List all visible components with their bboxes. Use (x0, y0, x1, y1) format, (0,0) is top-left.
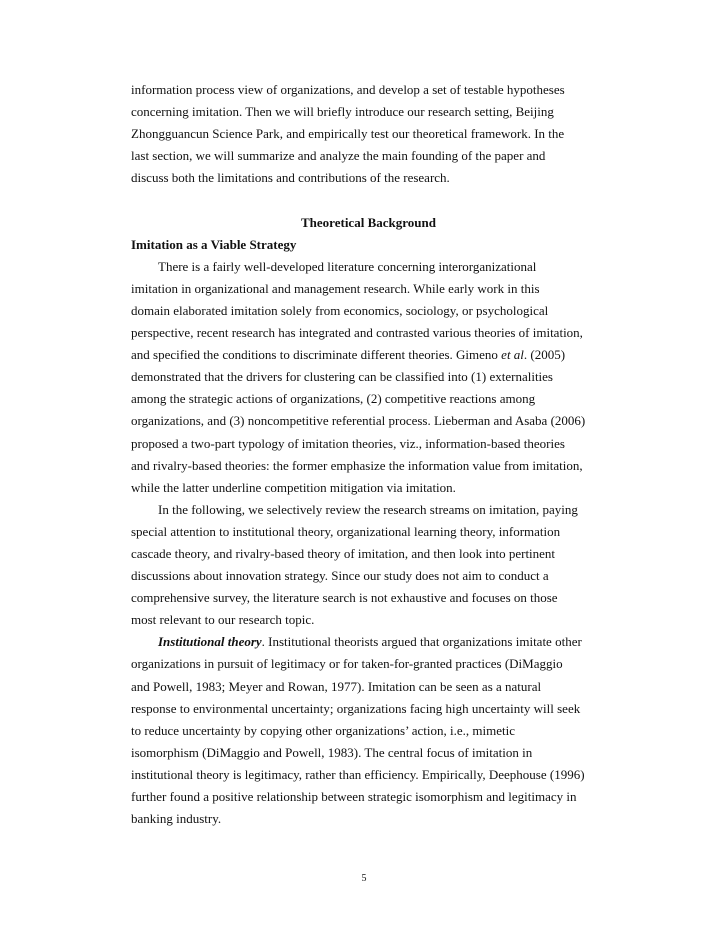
text-line: Zhongguancun Science Park, and empirically test our theoretical framework. In the (131, 126, 565, 142)
text-line: organizations, and (3) noncompetitive referential process. Lieberman and Asaba (2006) (131, 413, 586, 429)
text-line: isomorphism (DiMaggio and Powell, 1983). The central focus of imitation in (131, 744, 533, 760)
text-line: information process view of organizations, and develop a set of testable hypotheses (131, 82, 565, 97)
text-line: In the following, we selectively review the research streams on imitation, paying (158, 501, 578, 517)
text-line: and rivalry-based theories: the former emphasize the information value from imitation, (131, 457, 583, 473)
text-line: special attention to institutional theory, organizational learning theory, information (131, 523, 561, 539)
text-line: concerning imitation. Then we will briefly introduce our research setting, Beijing (131, 104, 554, 120)
text-line (131, 344, 606, 366)
text-line: institutional theory is legitimacy, rather than efficiency. Empirically, Deephouse (1996) (131, 766, 585, 782)
section-title: Theoretical Background (301, 214, 436, 230)
page-number: 5 (361, 873, 367, 884)
text-line: discussions about innovation strategy. Since our study does not aim to conduct a (131, 568, 549, 584)
body-text (131, 79, 606, 830)
text-line: to reduce uncertainty by copying other organizations’ action, i.e., mimetic (131, 722, 515, 738)
subsection-title: Imitation as a Viable Strategy (131, 236, 297, 252)
text-segment: . (2005) (523, 347, 566, 363)
text-line: perspective, recent research has integrated and contrasted various theories of imitation, (131, 325, 583, 341)
text-line: and Powell, 1983; Meyer and Rowan, 1977). Imitation can be seen as a natural (131, 678, 542, 694)
text-line: further found a positive relationship between strategic isomorphism and legitimacy in (131, 789, 577, 804)
text-line: while the latter underline competition mitigation via imitation. (131, 479, 456, 495)
text-line: among the strategic actions of organizations, (2) competitive reactions among (131, 391, 536, 407)
text-line: response to environmental uncertainty; organizations facing high uncertainty will seek (131, 700, 581, 716)
text-line: demonstrated that the drivers for clustering can be classified into (1) externalities (131, 369, 553, 385)
text-line: organizations in pursuit of legitimacy or for taken-for-granted practices (DiMaggio (131, 656, 563, 672)
text-line: most relevant to our research topic. (131, 612, 315, 628)
paragraph-heading: Institutional theory (158, 634, 262, 650)
paragraph-gap (131, 189, 606, 211)
text-line (131, 631, 606, 653)
text-line: cascade theory, and rivalry-based theory of imitation, and then look into pertinent (131, 545, 556, 561)
text-line: There is a fairly well-developed literature concerning interorganizational (158, 258, 537, 274)
text-line: imitation in organizational and management research. While early work in this (131, 280, 540, 296)
text-line: last section, we will summarize and analyze the main founding of the paper and (131, 148, 546, 164)
text-segment: and specified the conditions to discriminate different theories. Gimeno (131, 347, 502, 363)
italic-text: et al (501, 347, 524, 363)
text-line: comprehensive survey, the literature search is not exhaustive and focuses on those (131, 590, 558, 606)
text-segment: . Institutional theorists argued that organizations imitate other (261, 634, 582, 650)
text-line: domain elaborated imitation solely from economics, sociology, or psychological (131, 302, 549, 318)
text-line: banking industry. (131, 811, 222, 827)
text-line: proposed a two-part typology of imitation theories, viz., information-based theories (131, 435, 565, 451)
text-line: discuss both the limitations and contributions of the research. (131, 170, 450, 186)
